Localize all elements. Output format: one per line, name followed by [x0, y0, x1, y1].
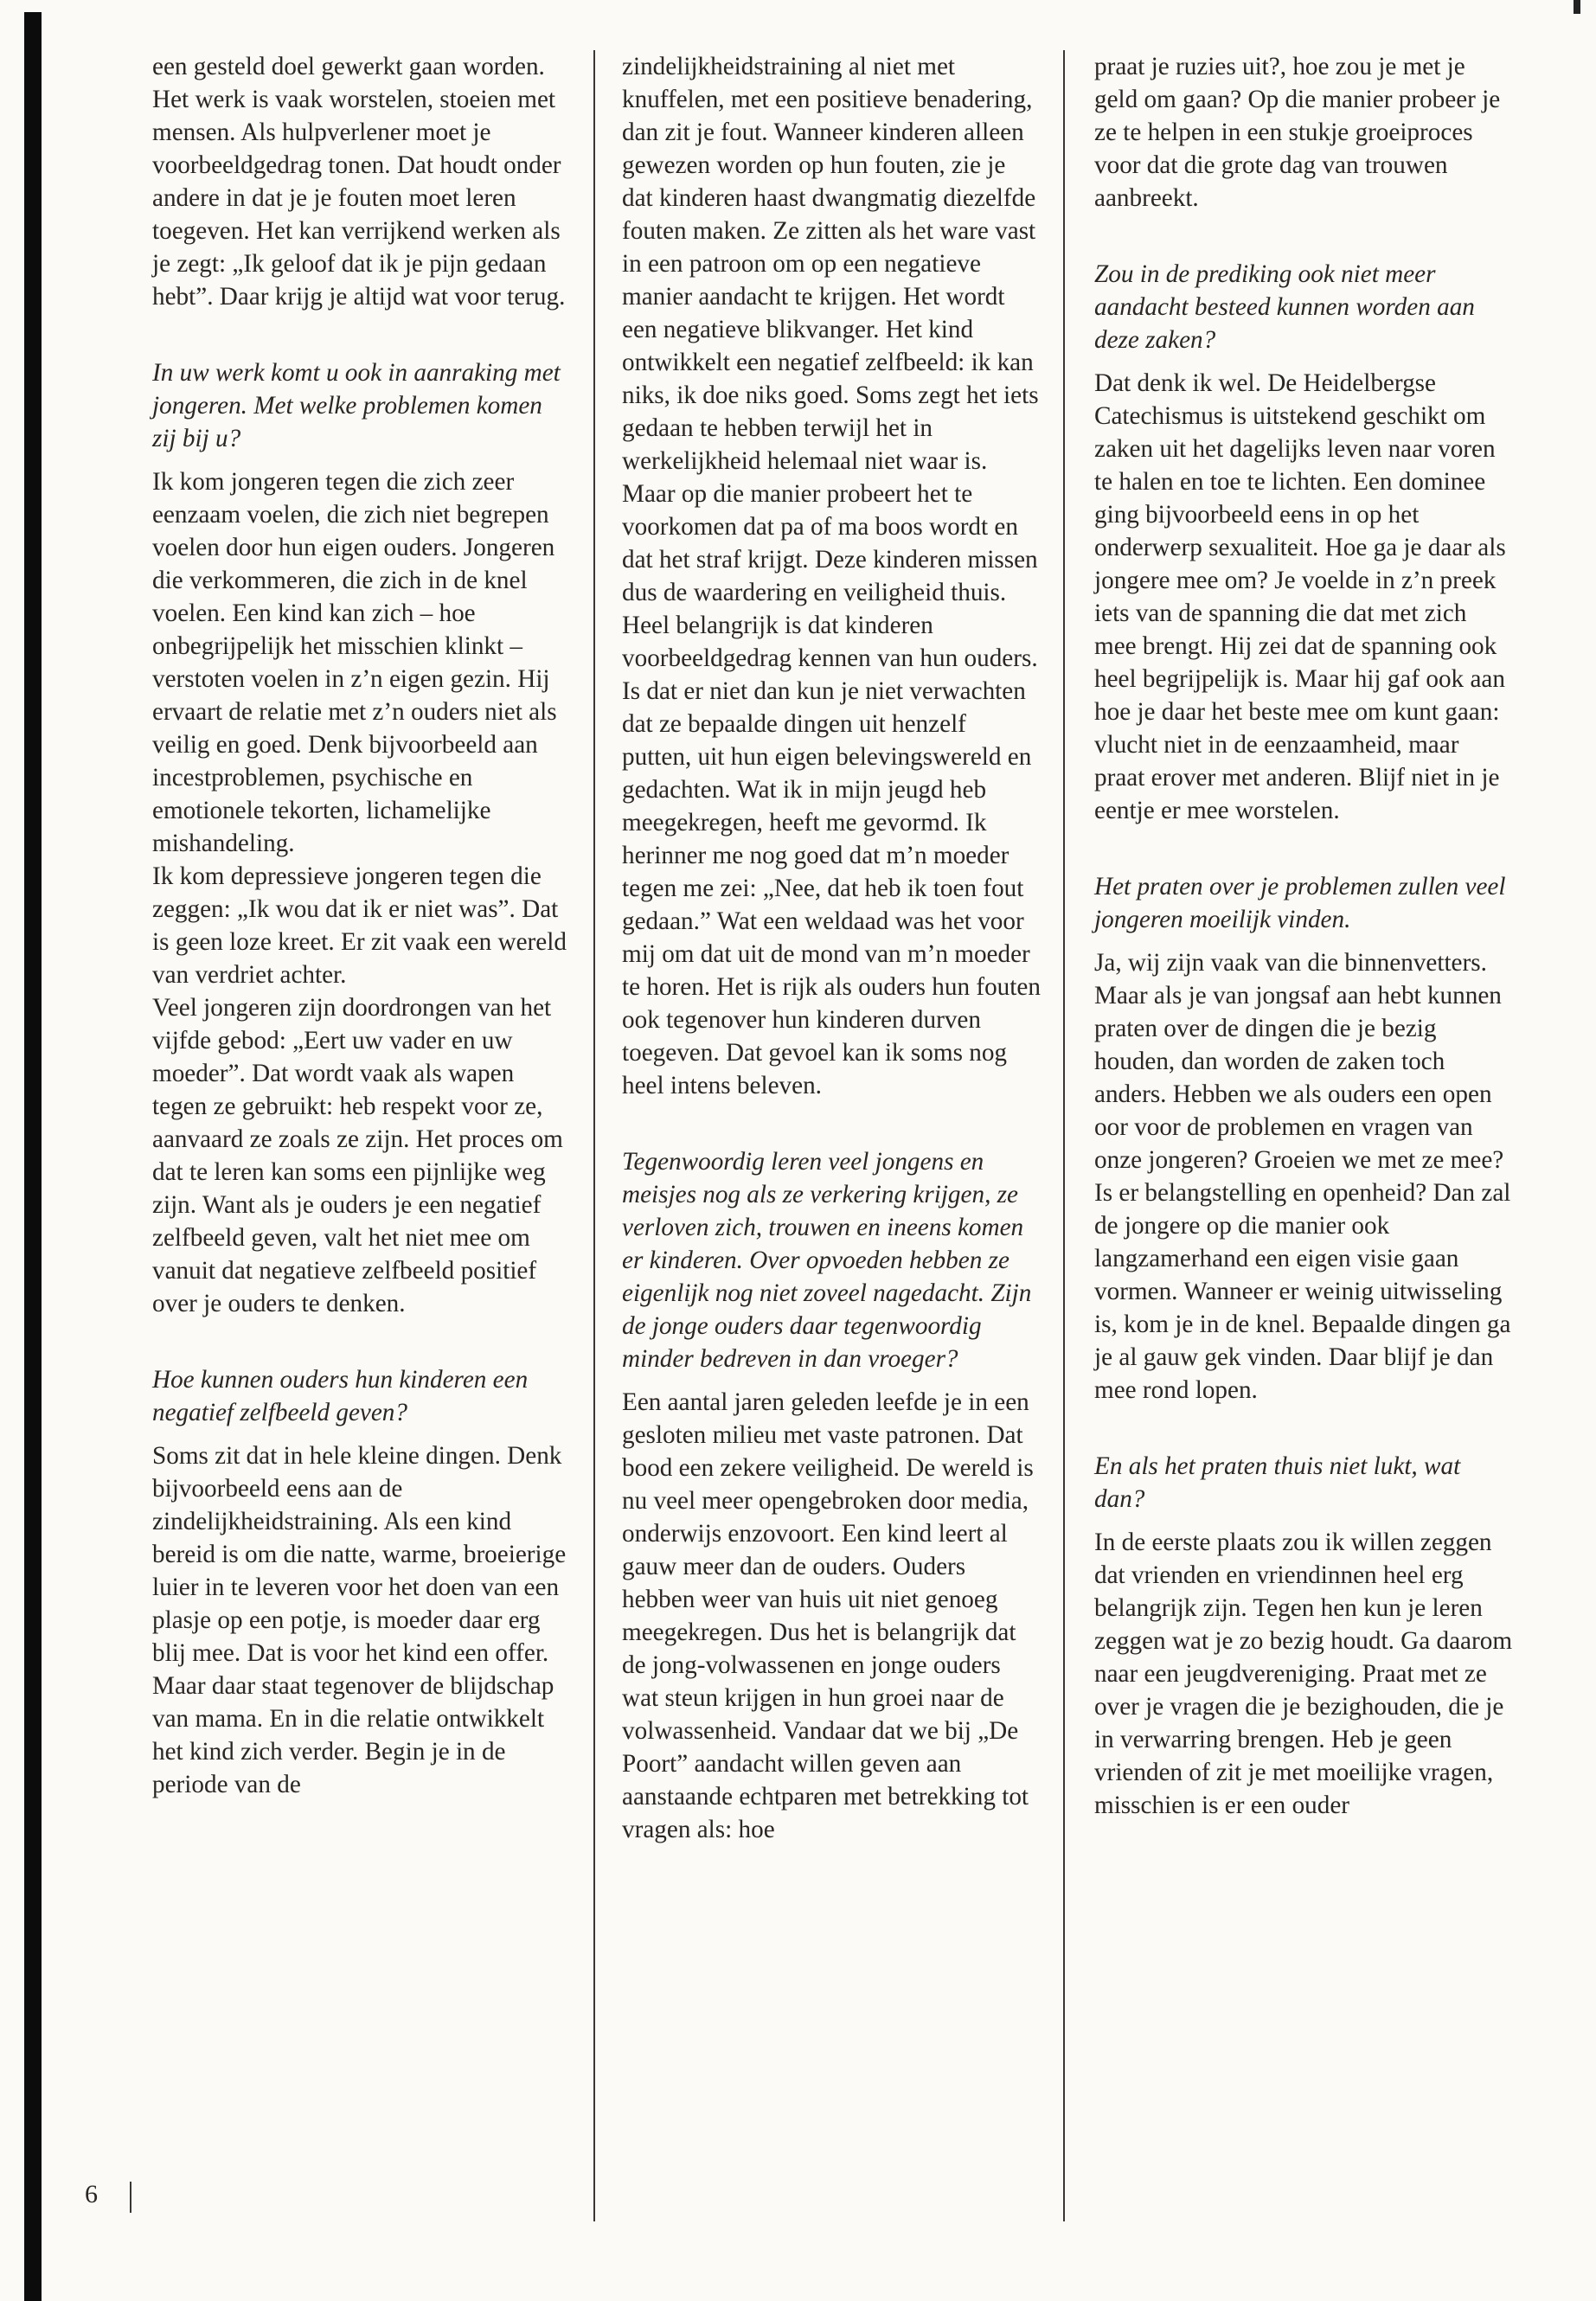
- paragraph: Ik kom depressieve jongeren tegen die zeggen: „Ik wou dat ik er niet was”. Dat is geen loze kreet. Er zit vaak een wereld van verdriet achter.: [152, 862, 567, 989]
- paragraph: Ik kom jongeren tegen die zich zeer eenzaam voelen, die zich niet begrepen voelen door hun eigen ouders. Jongeren die verkommeren, die zich in de knel voelen. Een kind kan zich – hoe onbegrijpelijk het misschien klinkt – verstoten voelen in z’n eigen gezin. Hij ervaart de relatie met z’n ouders niet als veilig en goed. Denk bijvoorbeeld aan incestproblemen, psychische en emotionele tekorten, lichamelijke mishandeling.: [152, 468, 557, 857]
- paragraph: een gesteld doel gewerkt gaan worden.: [152, 53, 545, 80]
- column-2: [622, 50, 1042, 1846]
- column-1: [152, 50, 572, 1801]
- paragraph: Dat denk ik wel. De Heidelbergse Catechismus is uitstekend geschikt om zaken uit het dagelijks leven naar voren te halen en toe te lichten. Een dominee ging bijvoorbeeld eens in op het onderwerp sexualiteit. Hoe ga je daar als jongere mee om? Je voelde in z’n preek iets van de spanning die dat met zich mee brengt. Hij zei dat de spanning ook heel begrijpelijk is. Maar hij gaf ook aan hoe je daar het beste mee om kunt gaan: vlucht niet in de eenzaamheid, maar praat erover met anderen. Blijf niet in je eentje er mee worstelen.: [1094, 369, 1506, 824]
- interview-question: In uw werk komt u ook in aanraking met jongeren. Met welke problemen komen zij bij u?: [152, 359, 561, 452]
- column-3: [1094, 50, 1514, 1822]
- paragraph: In de eerste plaats zou ik willen zeggen dat vrienden en vriendinnen heel erg belangrijk zijn. Tegen hen kun je leren zeggen wat je zo bezig houdt. Ga daarom naar een jeugdvereniging. Praat met ze over je vragen die je bezighouden, die je in verwarring brengen. Heb je geen vrienden of zit je met moeilijke vragen, misschien is er een ouder: [1094, 1529, 1513, 1819]
- page-number-rule: [130, 2182, 131, 2213]
- interview-question: Tegenwoordig leren veel jongens en meisjes nog als ze verkering krijgen, ze verloven zich, trouwen en ineens komen er kinderen. Over opvoeden hebben ze eigenlijk nog niet zoveel nagedacht. Zijn de jonge ouders daar tegenwoordig minder bedreven in dan vroeger?: [622, 1148, 1032, 1373]
- paragraph: Heel belangrijk is dat kinderen voorbeeldgedrag kennen van hun ouders. Is dat er niet dan kun je niet verwachten dat ze bepaalde dingen uit henzelf putten, uit hun eigen belevingswereld en gedachten. Wat ik in mijn jeugd heb meegekregen, heeft me gevormd. Ik herinner me nog goed dat m’n moeder tegen me zei: „Nee, dat heb ik toen fout gedaan.” Wat een weldaad was het voor mij om dat uit de mond van m’n moeder te horen. Het is rijk als ouders hun fouten ook tegenover hun kinderen durven toegeven. Dat gevoel kan ik soms nog heel intens beleven.: [622, 612, 1041, 1099]
- column-rule: [1063, 50, 1065, 2221]
- scan-corner-mark: [1574, 0, 1580, 14]
- interview-question: En als het praten thuis niet lukt, wat dan?: [1094, 1452, 1461, 1513]
- paragraph: praat je ruzies uit?, hoe zou je met je geld om gaan? Op die manier probeer je ze te helpen in een stukje groeiproces voor dat die grote dag van trouwen aanbreekt.: [1094, 53, 1501, 212]
- paragraph: Het werk is vaak worstelen, stoeien met mensen. Als hulpverlener moet je voorbeeldgedrag tonen. Dat houdt onder andere in dat je je fouten moet leren toegeven. Het kan verrijkend werken als je zegt: „Ik geloof dat ik je pijn gedaan hebt”. Daar krijg je altijd wat voor terug.: [152, 86, 566, 311]
- interview-question: Zou in de prediking ook niet meer aandacht besteed kunnen worden aan deze zaken?: [1094, 260, 1475, 354]
- page-number: 6: [85, 2180, 98, 2208]
- paragraph: Soms zit dat in hele kleine dingen. Denk bijvoorbeeld eens aan de zindelijkheidstraining. Als een kind bereid is om die natte, warme, broeierige luier in te leveren voor het doen van een plasje op een potje, is moeder daar erg blij mee. Dat is voor het kind een offer. Maar daar staat tegenover de blijdschap van mama. En in die relatie ontwikkelt het kind zich verder. Begin je in de periode van de: [152, 1442, 567, 1798]
- column-rule: [593, 50, 595, 2221]
- paragraph: Veel jongeren zijn doordrongen van het vijfde gebod: „Eert uw vader en uw moeder”. Dat wordt vaak als wapen tegen ze gebruikt: heb respekt voor ze, aanvaard ze zoals ze zijn. Het proces om dat te leren kan soms een pijnlijke weg zijn. Want als je ouders je een negatief zelfbeeld geven, valt het niet mee om vanuit dat negatieve zelfbeeld positief over je ouders te denken.: [152, 994, 563, 1317]
- scan-edge-bar: [24, 12, 42, 2301]
- interview-question: Het praten over je problemen zullen veel jongeren moeilijk vinden.: [1094, 873, 1506, 933]
- interview-question: Hoe kunnen ouders hun kinderen een negatief zelfbeeld geven?: [152, 1366, 529, 1426]
- paragraph: zindelijkheidstraining al niet met knuffelen, met een positieve benadering, dan zit je fout. Wanneer kinderen alleen gewezen worden op hun fouten, zie je dat kinderen haast dwangmatig diezelfde fouten maken. Ze zitten als het ware vast in een patroon om op een negatieve manier aandacht te krijgen. Het wordt een negatieve blikvanger. Het kind ontwikkelt een negatief zelfbeeld: ik kan niks, ik doe niks goed. Soms zegt het iets gedaan te hebben terwijl het in werkelijkheid helemaal niet waar is. Maar op die manier probeert het te voorkomen dat pa of ma boos wordt en dat het straf krijgt. Deze kinderen missen dus de waardering en veiligheid thuis.: [622, 53, 1039, 606]
- paragraph: Een aantal jaren geleden leefde je in een gesloten milieu met vaste patronen. Dat bood een zekere veiligheid. De wereld is nu veel meer opengebroken door media, onderwijs enzovoort. Een kind leert al gauw meer dan de ouders. Ouders hebben weer van huis uit niet genoeg meegekregen. Dus het is belangrijk dat de jong-volwassenen en jonge ouders wat steun krijgen in hun groei naar de volwassenheid. Vandaar dat we bij „De Poort” aandacht willen geven aan aanstaande echtparen met betrekking tot vragen als: hoe: [622, 1388, 1034, 1843]
- paragraph: Ja, wij zijn vaak van die binnenvetters. Maar als je van jongsaf aan hebt kunnen praten over de dingen die je bezig houden, dan worden de zaken toch anders. Hebben we als ouders een open oor voor de problemen en vragen van onze jongeren? Groeien we met ze mee? Is er belangstelling en openheid? Dan zal de jongere op die manier ook langzamerhand een eigen visie gaan vormen. Wanneer er weinig uitwisseling is, kom je in de knel. Bepaalde dingen ga je al gauw gek vinden. Daar blijf je dan mee rond lopen.: [1094, 949, 1511, 1404]
